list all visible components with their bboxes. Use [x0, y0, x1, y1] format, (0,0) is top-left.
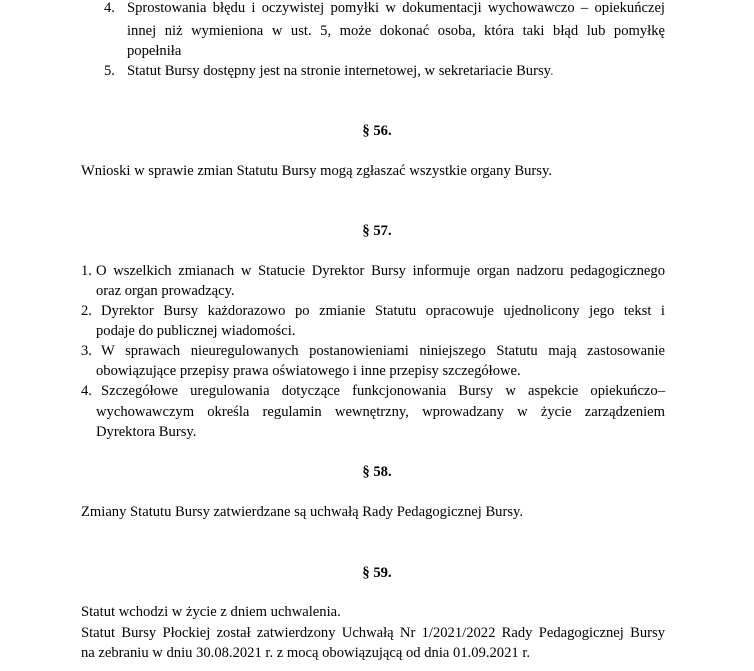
list-item-number: 3.: [81, 343, 92, 359]
list-item-text: Statut Bursy dostępny jest na stronie internetowej, w sekretariacie Bursy: [127, 63, 550, 79]
section-heading: § 57.: [362, 223, 392, 239]
section-heading: § 59.: [362, 565, 392, 581]
paragraph: Zmiany Statutu Bursy zatwierdzane są uchwałą Rady Pedagogicznej Bursy.: [81, 504, 524, 520]
list-item-line: Dyrektora Bursy.: [96, 424, 197, 440]
paragraph: Wnioski w sprawie zmian Statutu Bursy mogą zgłaszać wszystkie organy Bursy.: [81, 163, 552, 179]
list-item-line: W sprawach nieuregulowanych postanowieniami niniejszego Statutu mają zastosowanie: [101, 343, 665, 359]
paragraph-line: Statut Bursy Płockiej został zatwierdzony Uchwałą Nr 1/2021/2022 Rady Pedagogicznej Bursy: [81, 625, 665, 641]
list-item-number: 5.: [104, 63, 115, 79]
list-item-line: Sprostowania błędu i oczywistej pomyłki w dokumentacji wychowawczo – opiekuńczej: [127, 0, 665, 16]
list-item-line: Dyrektor Bursy każdorazowo po zmianie Statutu opracowuje ujednolicony jego tekst i: [101, 303, 665, 319]
list-item-line: obowiązujące przepisy prawa oświatowego i inne przepisy szczegółowe.: [96, 363, 521, 379]
list-item-line: popełniła: [127, 43, 182, 59]
list-item-line: O wszelkich zmianach w Statucie Dyrektor Bursy informuje organ nadzoru pedagogicznego: [96, 263, 665, 279]
list-item-number: 2.: [81, 303, 92, 319]
list-item-line: Szczegółowe uregulowania dotyczące funkcjonowania Bursy w aspekcie opiekuńczo–: [101, 383, 665, 399]
list-item-number: 1.: [81, 263, 92, 279]
list-item-line: oraz organ prowadzący.: [96, 283, 235, 299]
list-item-line: [127, 61, 554, 81]
list-item-line: wychowawczym określa regulamin wewnętrzny, wprowadzany w życie zarządzeniem: [96, 404, 665, 420]
paragraph-line: na zebraniu w dniu 30.08.2021 r. z mocą obowiązującą od dnia 01.09.2021 r.: [81, 645, 531, 661]
section-heading: § 58.: [362, 464, 392, 480]
trailing-period: .: [549, 63, 554, 79]
paragraph-line: Statut wchodzi w życie z dniem uchwalenia.: [81, 604, 341, 620]
list-item-line: podaje do publicznej wiadomości.: [96, 323, 296, 339]
list-item-number: 4.: [81, 383, 92, 399]
section-heading: § 56.: [362, 123, 392, 139]
list-item-number: 4.: [104, 0, 115, 16]
list-item-line: innej niż wymieniona w ust. 5, może dokonać osoba, która taki błąd lub pomyłkę: [127, 23, 665, 39]
